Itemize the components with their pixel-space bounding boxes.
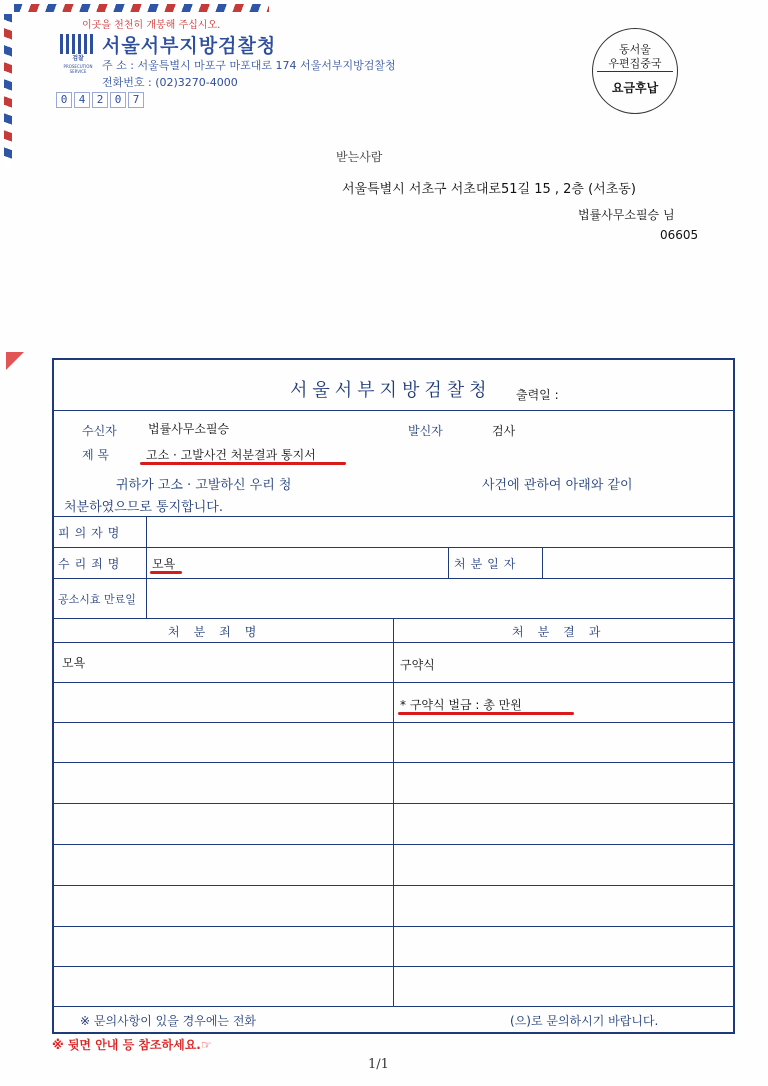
body-line1a: 귀하가 고소 · 고발하신 우리 청 (116, 478, 292, 493)
row2-right: * 구약식 벌금 : 총 만원 (400, 698, 522, 712)
corner-mark (6, 352, 24, 370)
back-side-note: ※ 뒷면 안내 등 참조하세요.☞ (52, 1038, 212, 1052)
col-divider (448, 547, 449, 578)
divider (52, 410, 735, 411)
col-divider (393, 618, 394, 1006)
fine-underline (398, 712, 574, 715)
sender-address: 주 소 : 서울특별시 마포구 마포대로 174 서울서부지방검찰청 (102, 59, 396, 72)
recipient-label: 받는사람 (336, 150, 383, 164)
statute-label: 공소시효 만료일 (58, 593, 136, 606)
page-number: 1/1 (368, 1057, 389, 1072)
stamp-line2: 우편집중국 (608, 57, 662, 70)
logo-text: 검찰 (72, 55, 84, 62)
col-left-header: 처분죄명 (168, 625, 271, 639)
charge-underline (150, 571, 182, 574)
notice-header: 서울서부지방검찰청 (290, 380, 492, 401)
row1-left: 모욕 (62, 656, 86, 670)
divider (52, 1006, 735, 1007)
disposal-date-label: 처분일자 (454, 557, 521, 571)
col-divider (146, 516, 147, 618)
stamp-line1: 동서울 (619, 43, 651, 56)
recipient-zip: 06605 (660, 228, 699, 242)
postage-stamp (592, 28, 678, 114)
suspect-label: 피의자명 (58, 526, 125, 540)
sender-value: 검사 (492, 424, 516, 438)
zip-digit: 0 (110, 92, 126, 108)
receiver-label: 수신자 (82, 424, 117, 438)
zip-digit: 7 (128, 92, 144, 108)
sender-phone: 전화번호 : (02)3270-4000 (102, 76, 238, 89)
receiver-value: 법률사무소필승 (148, 422, 230, 436)
body-line2: 처분하였으므로 통지합니다. (64, 500, 223, 515)
open-note: 이곳을 천천히 개봉해 주십시오. (82, 20, 221, 31)
divider (52, 578, 735, 579)
row1-right: 구약식 (400, 658, 435, 672)
body-line1b: 사건에 관하여 아래와 같이 (482, 478, 633, 493)
logo-subtext: PROSECUTION SERVICE (63, 64, 93, 74)
recipient-name: 법률사무소필승 님 (578, 208, 675, 222)
zip-digit: 0 (56, 92, 72, 108)
col-right-header: 처분결과 (512, 625, 615, 639)
airmail-stripe-left (4, 14, 12, 164)
sender-label: 발신자 (408, 424, 443, 438)
stamp-line3: 요금후납 (611, 81, 659, 95)
sender-org-name: 서울서부지방검찰청 (102, 35, 277, 57)
subject-value: 고소 · 고발사건 처분결과 통지서 (146, 448, 316, 462)
col-divider (542, 547, 543, 578)
footer-left: ※ 문의사항이 있을 경우에는 전화 (80, 1014, 257, 1028)
airmail-stripe-top (14, 4, 269, 12)
charge-value: 모욕 (152, 557, 176, 571)
subject-underline (140, 462, 346, 465)
divider (52, 516, 735, 517)
logo-bars-icon (60, 34, 96, 54)
divider (52, 547, 735, 548)
charge-label: 수리죄명 (58, 557, 125, 571)
zip-digit: 4 (74, 92, 90, 108)
stamp-divider (597, 71, 673, 72)
sender-zip-boxes (56, 92, 146, 108)
prosecution-logo (60, 34, 96, 74)
subject-label: 제 목 (82, 448, 109, 462)
footer-right: (으)로 문의하시기 바랍니다. (510, 1014, 659, 1028)
print-date-label: 출력일 : (516, 388, 559, 402)
zip-digit: 2 (92, 92, 108, 108)
recipient-address: 서울특별시 서초구 서초대로51길 15 , 2층 (서초동) (342, 182, 636, 197)
